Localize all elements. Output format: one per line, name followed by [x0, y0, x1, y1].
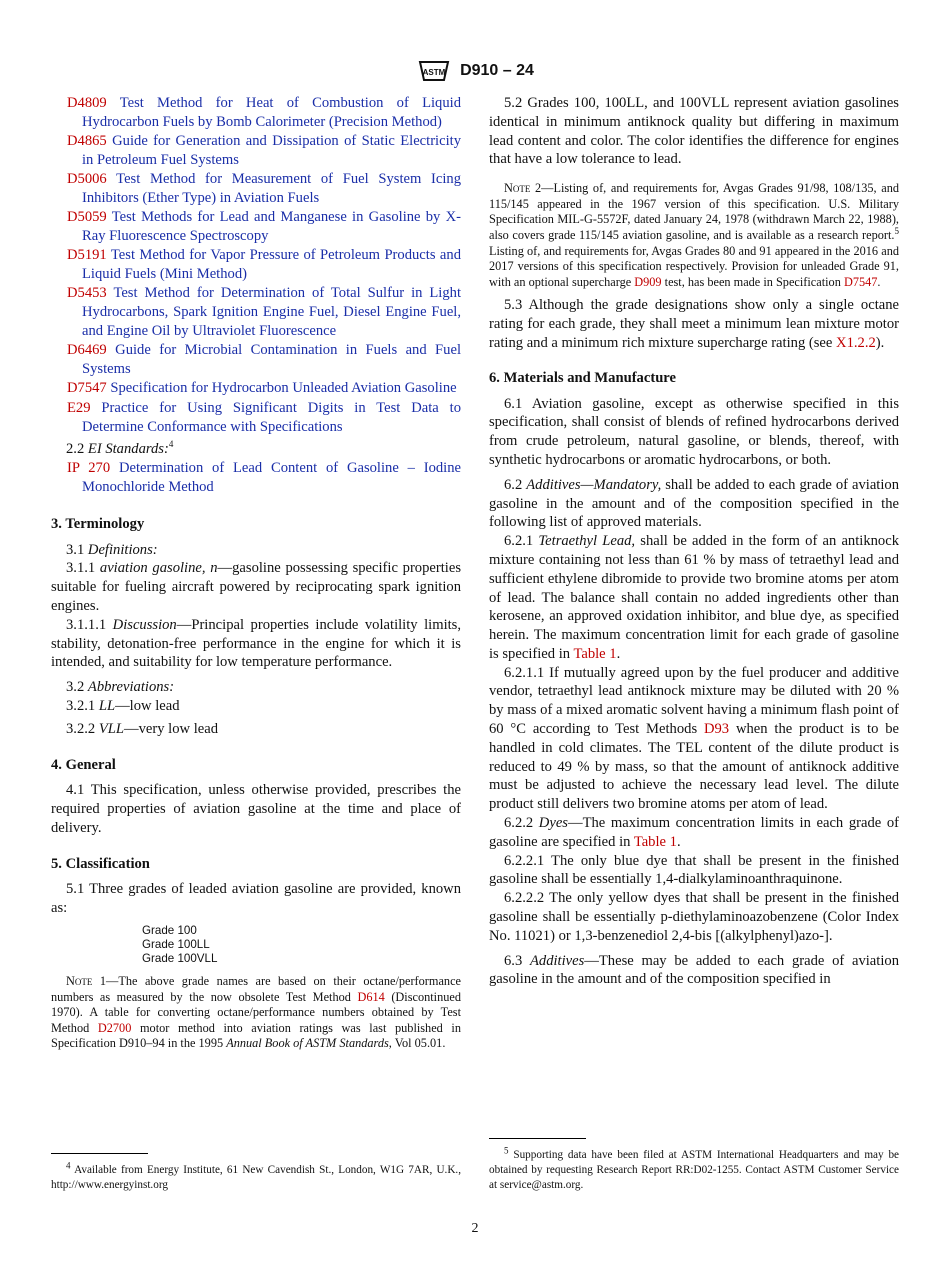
- link-d614[interactable]: D614: [357, 989, 385, 1004]
- reference-item[interactable]: D6469 Guide for Microbial Contamination in Fuels and Fuel Systems: [67, 342, 461, 378]
- footnote-rule: [51, 1153, 148, 1154]
- footnote-rule: [489, 1138, 586, 1139]
- paragraph: 3.2.1 LL—low lead: [66, 697, 180, 714]
- page-number: 2: [471, 1221, 479, 1236]
- grade-list: [142, 924, 461, 966]
- grade-item: Grade 100: [142, 924, 197, 938]
- paragraph: 6.2.2.1 The only blue dye that shall be present in the finished gasoline shall be essentially 1,4-dialkylaminoanthraquinone.: [489, 852, 899, 888]
- paragraph: 6.2.1.1 If mutually agreed upon by the fuel producer and additive vendor, tetraethyl lead antiknock mixture may be diluted with 20 % by mass of a mixed aromatic solvent having a minimum flash point of 60 °C according to Test Methods D93 when the product is to be handled in cold climates. The TEL content of the dilute product is reduced to 49 % by mass, so that the amount of antiknock additive must be adjusted to achieve the necessary lead level. The dilute product still delivers two bromine atoms per atom of lead.: [489, 664, 899, 813]
- footnote-5: $^5$ Supporting data have been filed at ASTM International Headquarters and may be obtained by requesting Research Report RR:D02-1255. Contact ASTM Customer Service at service@astm.org.: [489, 1145, 899, 1191]
- paragraph: 6.3 Additives—These may be added to each grade of aviation gasoline in the amount and of the composition specified in: [489, 952, 899, 988]
- paragraph: 6.2.2.2 The only yellow dyes that shall be present in the finished gasoline shall be essentially p-diethylaminoazobenzene (Color Index No. 11021) or 1,3-benzenediol 2,4-bis [(alkylphenyl)azo-].: [489, 890, 899, 944]
- link-d93[interactable]: D93: [703, 721, 730, 738]
- section-heading: 6. Materials and Manufacture: [489, 369, 676, 386]
- ei-standards-heading: 2.2 EI Standards:$^4$: [66, 439, 174, 458]
- paragraph: 5.2 Grades 100, 100LL, and 100VLL represent aviation gasolines identical in minimum antiknock quality but differing in maximum lead content and color. The color identifies the difference for engines that have a low tolerance to lead.: [489, 95, 899, 168]
- svg-text:ASTM: ASTM: [422, 68, 446, 77]
- section-heading: 3. Terminology: [51, 515, 145, 532]
- reference-item[interactable]: D5191 Test Method for Vapor Pressure of Petroleum Products and Liquid Fuels (Mini Method): [67, 247, 461, 283]
- paragraph: 5.1 Three grades of leaded aviation gasoline are provided, known as:: [51, 881, 461, 917]
- section-heading: 5. Classification: [51, 855, 150, 872]
- paragraph: 6.2.2 Dyes—The maximum concentration limits in each grade of gasoline are specified in Table 1.: [489, 815, 899, 850]
- note-1: Note 1—The above grade names are based on their octane/performance numbers as measured by the now obsolete Test Method D614 (Discontinued 1970). A table for converting octane/performance numbers obtained by Test Method D2700 motor method into aviation ratings was last published in Specification D910–94 in the 1995 Annual Book of ASTM Standards, Vol 05.01.: [51, 974, 461, 1051]
- reference-item[interactable]: IP 270 Determination of Lead Content of Gasoline – Iodine Monochloride Method: [67, 460, 461, 495]
- astm-logo-icon: [416, 58, 452, 84]
- page-header: [0, 58, 950, 84]
- paragraph: 3.1.1.1 Discussion—Principal properties include volatility limits, stability, detonation-free performance in the engine for which it is intended, and suitability for low temperature performance.: [51, 616, 461, 671]
- reference-list: [51, 94, 461, 436]
- paragraph: 3.1 Definitions:: [66, 541, 158, 558]
- link-table-1[interactable]: Table 1: [573, 645, 617, 662]
- paragraph: 4.1 This specification, unless otherwise provided, prescribes the required properties of aviation gasoline at the time and place of delivery.: [51, 782, 461, 836]
- link-d2700[interactable]: D2700: [97, 1020, 132, 1035]
- left-column: [51, 94, 461, 1058]
- reference-item[interactable]: D7547 Specification for Hydrocarbon Unleaded Aviation Gasoline: [67, 380, 457, 397]
- section-heading: 4. General: [51, 756, 116, 773]
- grade-item: Grade 100VLL: [142, 952, 218, 966]
- link-x1-2-2[interactable]: X1.2.2: [836, 334, 876, 351]
- reference-item[interactable]: D4865 Guide for Generation and Dissipation of Static Electricity in Petroleum Fuel Systems: [67, 133, 461, 168]
- right-column: [489, 94, 899, 989]
- paragraph: 5.3 Although the grade designations show only a single octane rating for each grade, they shall meet a minimum lean mixture motor rating and a minimum rich mixture supercharge rating (see X1.2.2).: [489, 297, 899, 351]
- document-code: D910 – 24: [460, 62, 534, 79]
- link-table-1[interactable]: Table 1: [633, 833, 677, 850]
- link-d7547[interactable]: D7547: [843, 274, 878, 289]
- link-d909[interactable]: D909: [634, 274, 662, 289]
- paragraph: 6.1 Aviation gasoline, except as otherwise specified in this specification, shall consist of blends of refined hydrocarbons derived from crude petroleum, natural gasoline, or blends, thereof, with synthetic hydrocarbons or aromatic hydrocarbons, or both.: [489, 395, 899, 468]
- reference-item[interactable]: D5059 Test Methods for Lead and Manganese in Gasoline by X-Ray Fluorescence Spectroscopy: [67, 209, 461, 245]
- paragraph: 3.2 Abbreviations:: [66, 679, 175, 696]
- paragraph: 6.2 Additives—Mandatory, shall be added to each grade of aviation gasoline in the amount and of the composition specified in the following list of approved materials.: [489, 476, 899, 531]
- reference-item[interactable]: D4809 Test Method for Heat of Combustion of Liquid Hydrocarbon Fuels by Bomb Calorimeter (Precision Method): [67, 95, 461, 130]
- paragraph: 3.2.2 VLL—very low lead: [66, 720, 219, 737]
- note-2: Note 2—Listing of, and requirements for, Avgas Grades 91/98, 108/135, and 115/145 appeared in the 1967 version of this specification. U.S. Military Specification MIL-G-5572F, dated January 24, 1978 (withdrawn March 22, 1988), also covers grade 115/145 aviation gasoline, and is available as a research report.$^5$ Listing of, and requirements for, Avgas Grades 80 and 91 appeared in the 2016 and 2017 versions of this specification respectively. Provision for unleaded Grade 91, with an optional supercharge D909 test, has been made in Specification D7547.: [489, 181, 899, 289]
- footnote-4: $^4$ Available from Energy Institute, 61 New Cavendish St., London, W1G 7AR, U.K., http://www.energyinst.org: [51, 1160, 462, 1191]
- paragraph: 3.1.1 aviation gasoline, n—gasoline possessing specific properties suitable for fueling aircraft powered by reciprocating spark ignition engines.: [51, 560, 461, 614]
- reference-item[interactable]: D5006 Test Method for Measurement of Fuel System Icing Inhibitors (Ether Type) in Aviation Fuels: [67, 171, 461, 206]
- reference-item[interactable]: D5453 Test Method for Determination of Total Sulfur in Light Hydrocarbons, Spark Ignition Engine Fuel, Diesel Engine Fuel, and Engine Oil by Ultraviolet Fluorescence: [67, 285, 461, 340]
- grade-item: Grade 100LL: [142, 938, 210, 952]
- reference-item[interactable]: E29 Practice for Using Significant Digits in Test Data to Determine Conformance with Specifications: [67, 399, 461, 435]
- paragraph: 6.2.1 Tetraethyl Lead, shall be added in the form of an antiknock mixture containing not less than 61 % by mass of tetraethyl lead and sufficient ethylene dibromide to provide two bromine atoms per atom of lead. The balance shall contain no added ingredients other than kerosene, an approved oxidation inhibitor, and blue dye, as specified herein. The maximum concentration limit for each grade of gasoline is specified in Table 1.: [489, 533, 900, 662]
